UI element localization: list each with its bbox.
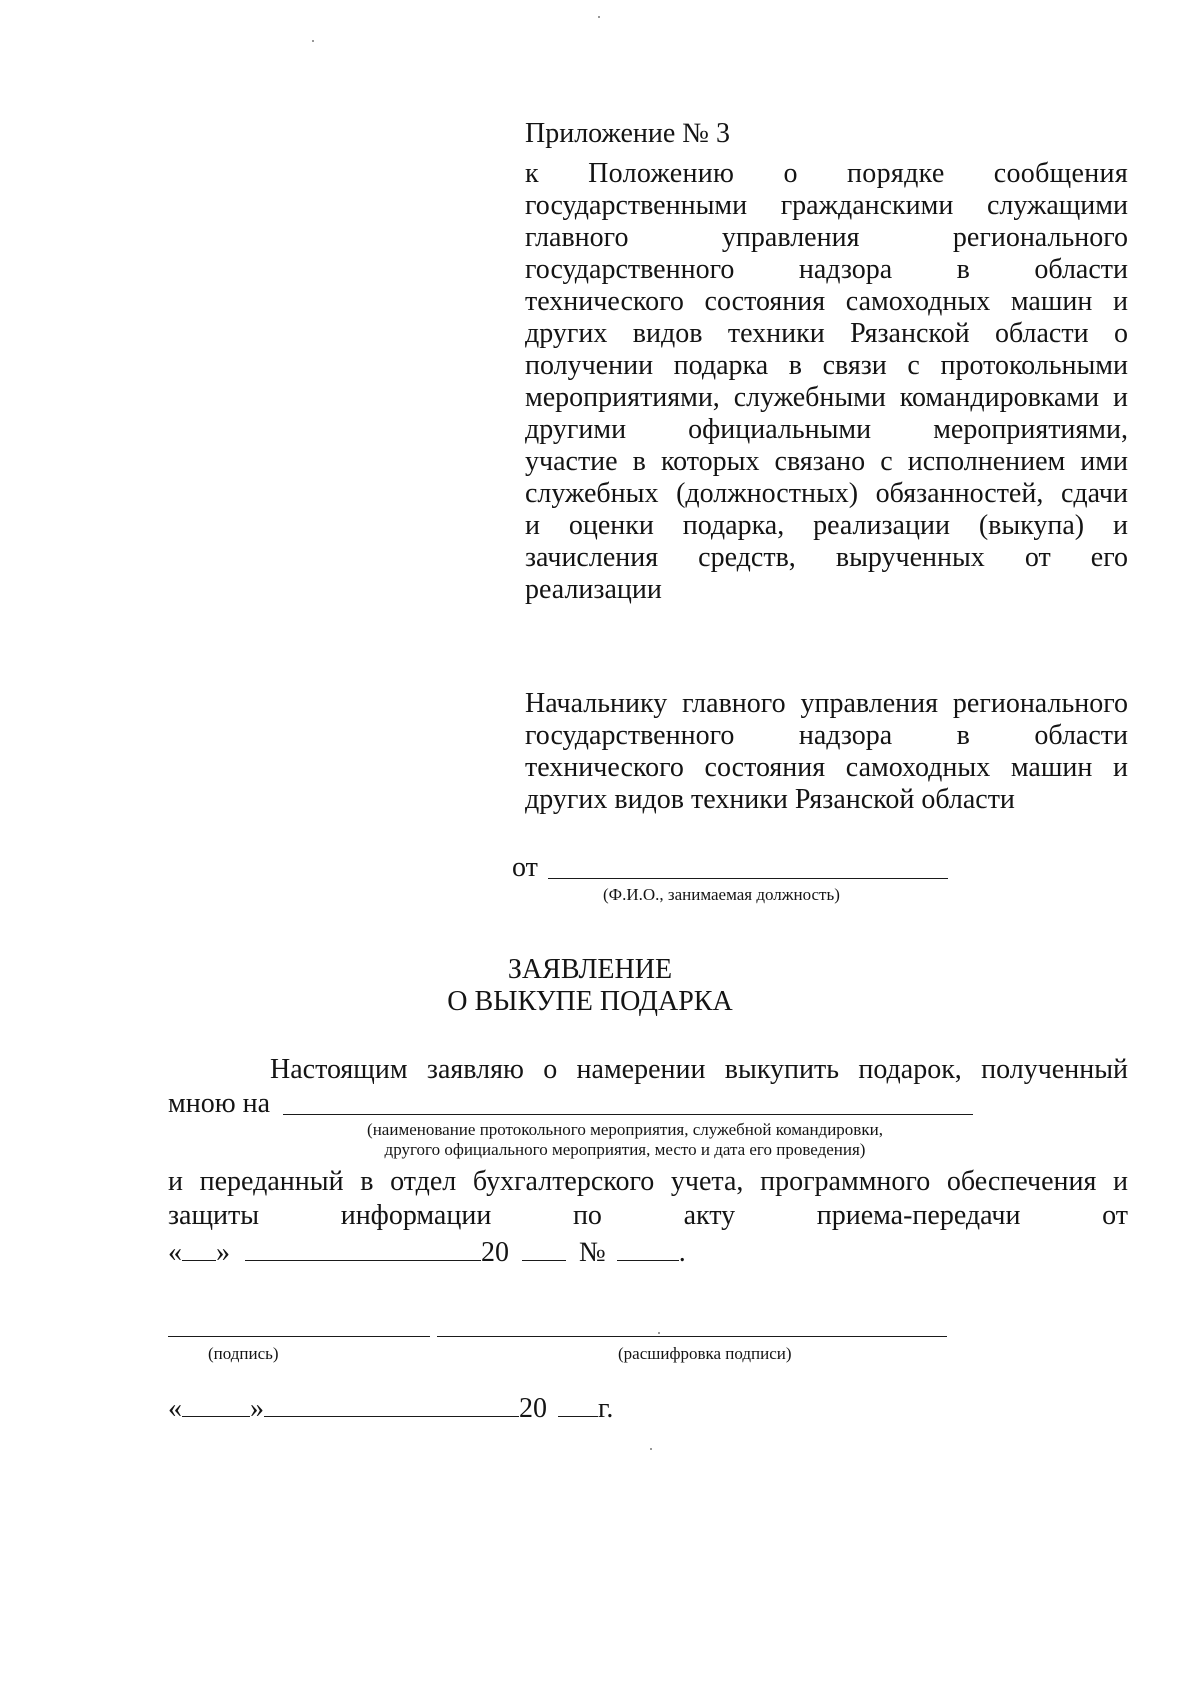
act-date-close: » [216,1237,230,1268]
addressee-line: технического состояния самоходных машин и [525,752,1128,783]
signature-date-open: « [168,1393,182,1424]
signature-decode-underline [437,1336,947,1337]
act-year-prefix: 20 [481,1237,509,1268]
act-number-sign: № [579,1237,606,1268]
act-month-blank [245,1236,481,1261]
statement-intro: Настоящим заявляю о намерении выкупить подарок, полученный [270,1054,1128,1085]
addressee-block [525,688,1128,816]
event-caption-line1: (наименование протокольного мероприятия, служебной командировки, [367,1120,883,1139]
statement-intro-wrap [270,1054,1128,1086]
statement-mnoyu: мною на [168,1088,271,1119]
signature-month-blank [264,1392,519,1417]
act-date-line [168,1236,686,1268]
appendix-line: служебных (должностных) обязанностей, сдачи [525,478,1128,509]
addressee-line: государственного надзора в области [525,720,1128,751]
event-caption-line2: другого официального мероприятия, место и дата его проведения) [384,1140,866,1159]
act-day-blank [182,1236,216,1261]
scan-speck [658,1332,660,1334]
statement-body [168,1166,1128,1232]
signature-day-blank [182,1392,250,1417]
act-period: . [678,1237,686,1268]
addressee-last-line: других видов техники Рязанской области [525,784,1015,815]
addressee-line: Начальнику главного управления регионального [525,688,1128,719]
appendix-line: главного управления регионального [525,222,1128,253]
signature-year-blank [558,1392,598,1417]
appendix-line: других видов техники Рязанской области о [525,318,1128,349]
statement-title-line2: О ВЫКУПЕ ПОДАРКА [447,986,733,1017]
appendix-text [525,158,1128,606]
event-caption [300,1120,950,1160]
appendix-line: государственного надзора в области [525,254,1128,285]
signature-decode-caption: (расшифровка подписи) [618,1344,792,1363]
appendix-line: и оценки подарка, реализации (выкупа) и [525,510,1128,541]
appendix-last-line: реализации [525,574,662,605]
from-caption: (Ф.И.О., занимаемая должность) [603,885,840,904]
appendix-line: получении подарка в связи с протокольными [525,350,1128,381]
appendix-line: мероприятиями, служебными командировками и [525,382,1128,413]
scan-speck [598,16,600,18]
signature-caption: (подпись) [208,1344,279,1363]
act-year-blank [522,1236,566,1261]
signature-year-suffix: г. [598,1393,614,1424]
appendix-line: другими официальными мероприятиями, [525,414,1128,445]
signature-date-line [168,1392,613,1424]
appendix-line: государственными гражданскими служащими [525,190,1128,221]
statement-title-line1: ЗАЯВЛЕНИЕ [507,954,673,985]
act-number-blank [617,1236,679,1261]
act-date-open: « [168,1237,182,1268]
statement-line2: и переданный в отдел бухгалтерского учета, программного обеспечения и [168,1166,1128,1197]
appendix-line: технического состояния самоходных машин и [525,286,1128,317]
statement-title [340,954,840,1018]
scan-speck [312,40,314,42]
appendix-line: к Положению о порядке сообщения [525,158,1128,189]
signature-underline [168,1336,430,1337]
from-label: от [512,852,538,883]
scan-speck [650,1448,652,1450]
appendix-title: Приложение № 3 [525,118,730,149]
statement-line3: защиты информации по акту приема-передачи от [168,1200,1128,1231]
from-underline [548,878,948,879]
signature-date-close: » [250,1393,264,1424]
appendix-line: участие в которых связано с исполнением ими [525,446,1128,477]
event-underline [283,1114,973,1115]
appendix-line: зачисления средств, вырученных от его [525,542,1128,573]
signature-year-prefix: 20 [519,1393,547,1424]
